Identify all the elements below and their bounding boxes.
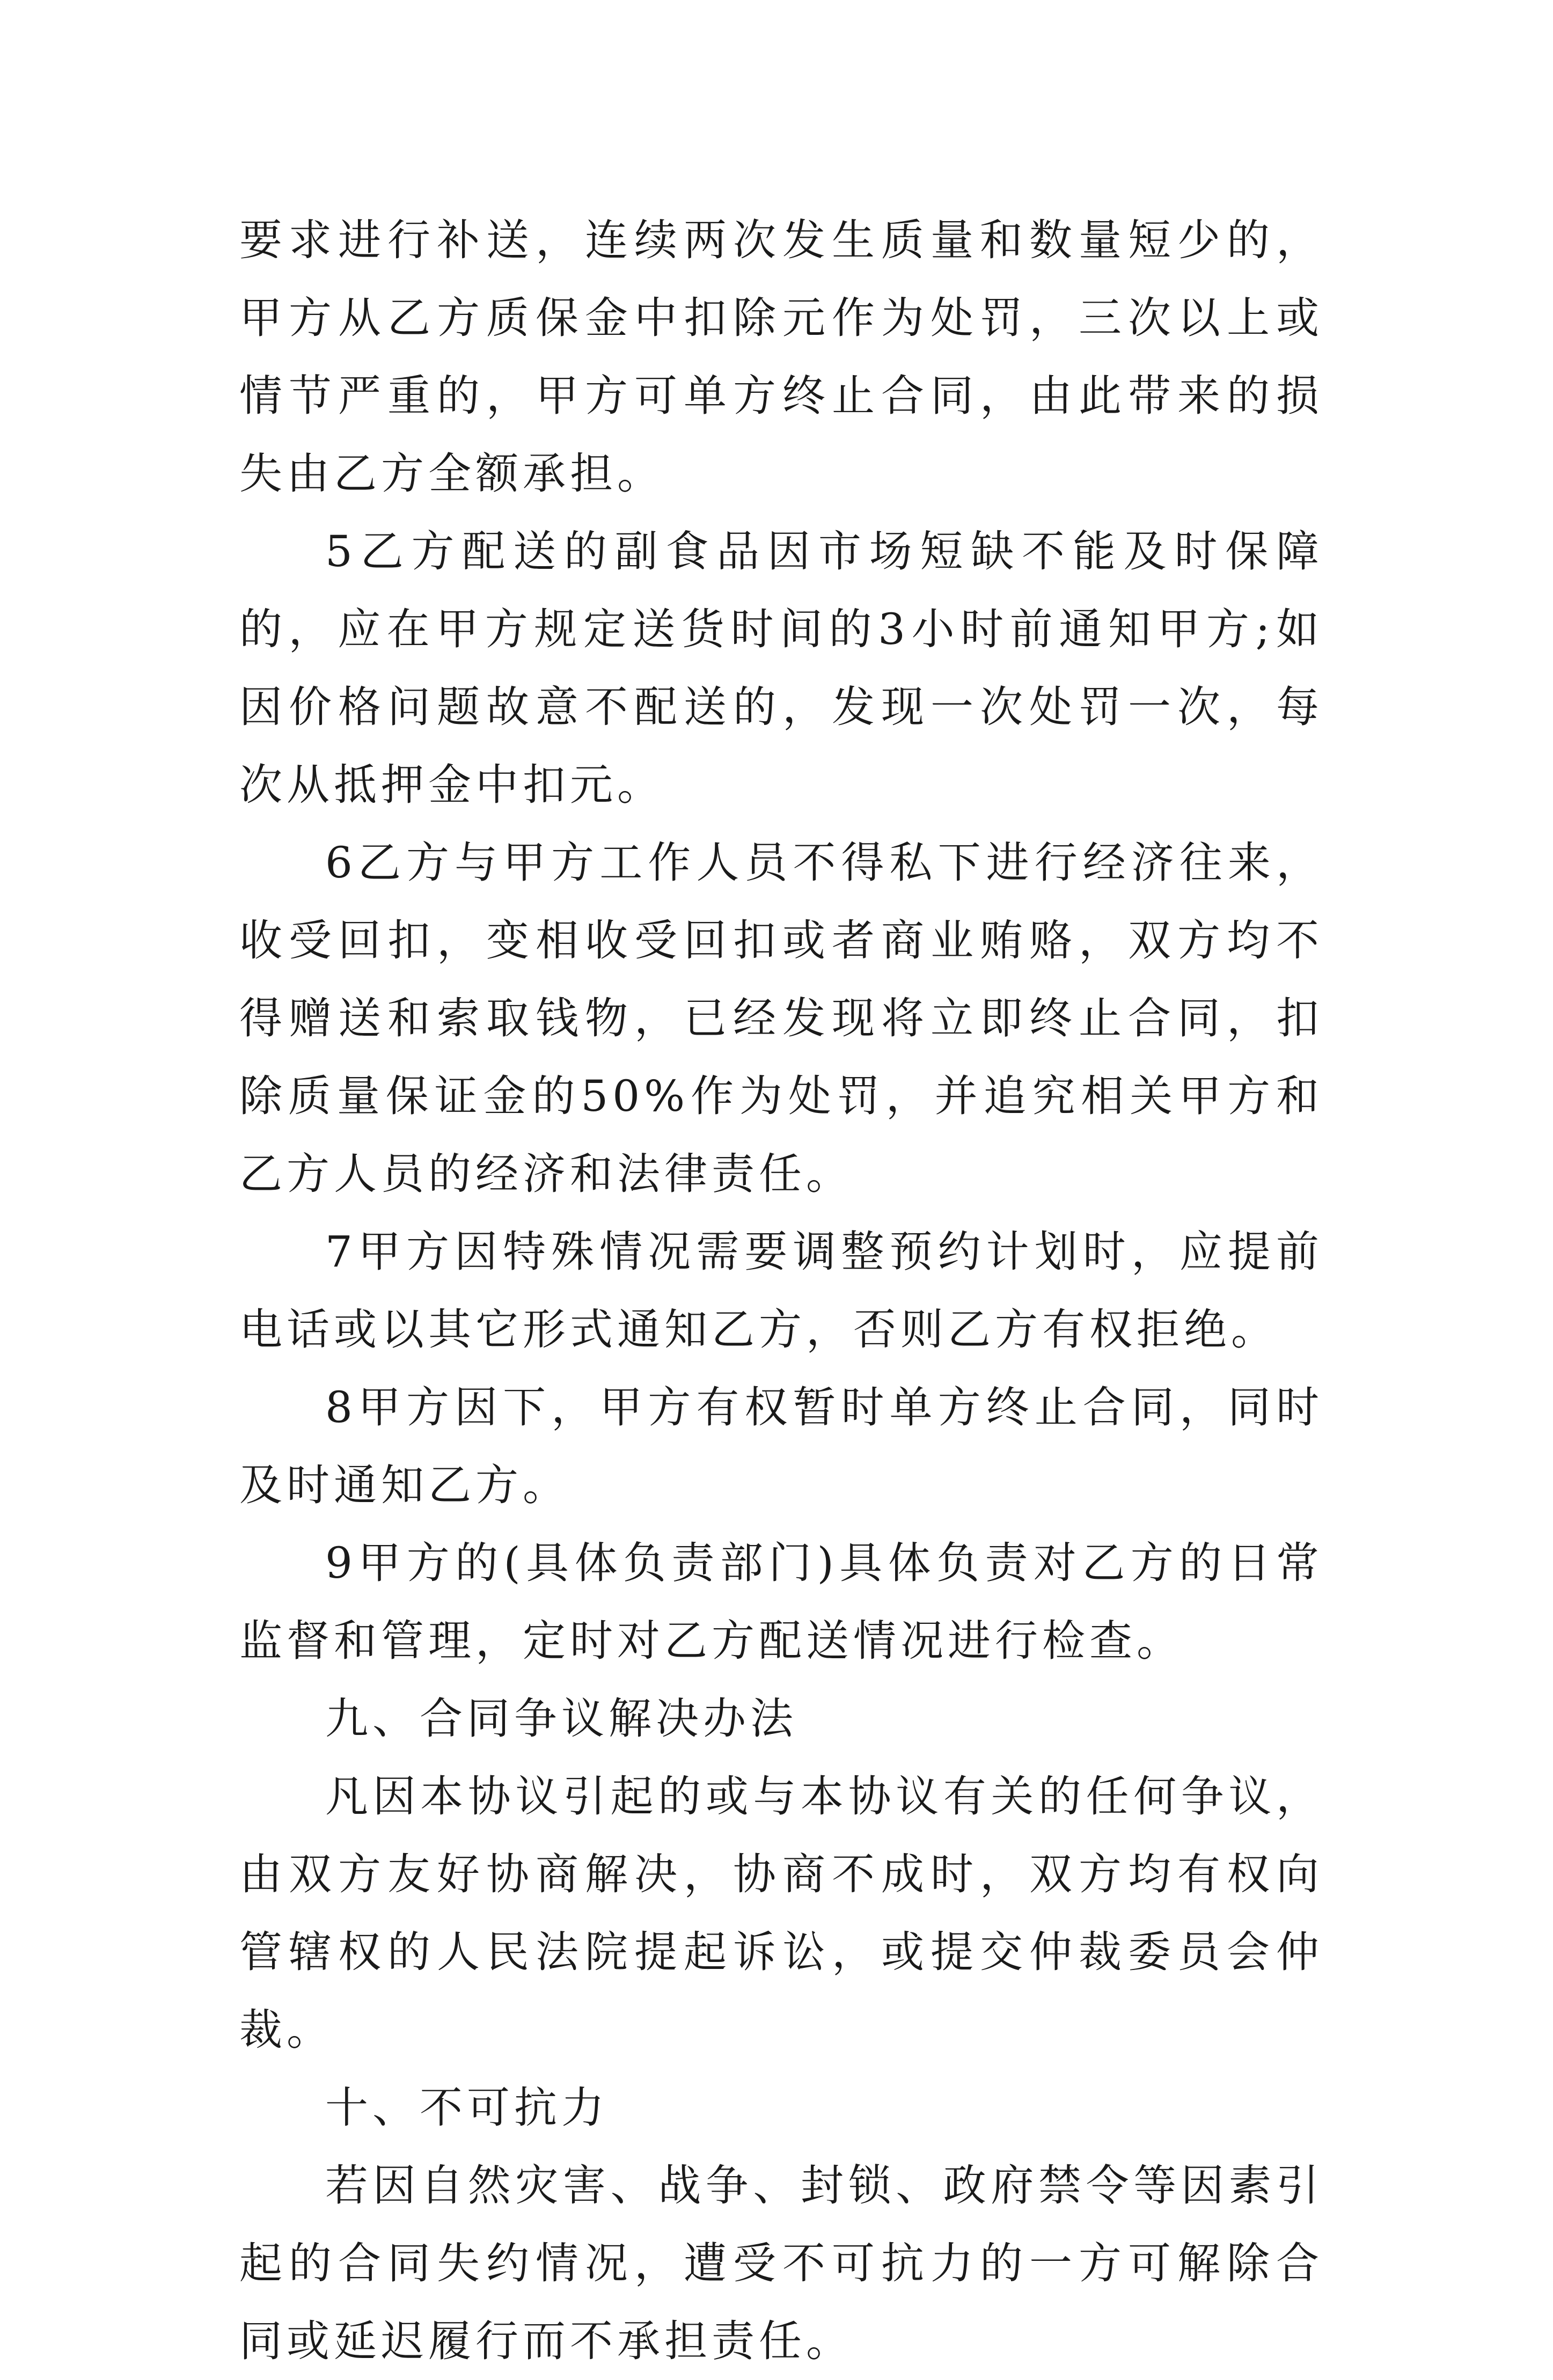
- paragraph-section-9: 凡因本协议引起的或与本协议有关的任何争议，由双方友好协商解决，协商不成时，双方均有权向管辖权的人民法院提起诉讼，或提交仲裁委员会仲裁。: [239, 1771, 1323, 2055]
- paragraph-item-8: 8甲方因下，甲方有权暂时单方终止合同，同时及时通知乙方。: [239, 1382, 1323, 1510]
- paragraph-continued: 要求进行补送，连续两次发生质量和数量短少的，甲方从乙方质保金中扣除元作为处罚，三次以上或情节严重的，甲方可单方终止合同，由此带来的损失由乙方全额承担。: [239, 215, 1323, 499]
- paragraph-item-9: 9甲方的(具体负责部门)具体负责对乙方的日常监督和管理，定时对乙方配送情况进行检查。: [239, 1538, 1323, 1666]
- section-heading-9: 九、合同争议解决办法: [325, 1694, 797, 1744]
- document-body: [239, 201, 1323, 2380]
- section-heading-10: 十、不可抗力: [325, 2083, 609, 2133]
- paragraph-item-6: 6乙方与甲方工作人员不得私下进行经济往来，收受回扣，变相收受回扣或者商业贿赂，双方均不得赠送和索取钱物，已经发现将立即终止合同，扣除质量保证金的50%作为处罚，并追究相关甲方和乙方人员的经济和法律责任。: [239, 838, 1323, 1199]
- paragraph-item-7: 7甲方因特殊情况需要调整预约计划时，应提前电话或以其它形式通知乙方，否则乙方有权拒绝。: [239, 1227, 1323, 1354]
- paragraph-item-5: 5乙方配送的副食品因市场短缺不能及时保障的，应在甲方规定送货时间的3小时前通知甲方;如因价格问题故意不配送的，发现一次处罚一次，每次从抵押金中扣元。: [239, 526, 1323, 810]
- paragraph-section-10: 若因自然灾害、战争、封锁、政府禁令等因素引起的合同失约情况，遭受不可抗力的一方可解除合同或延迟履行而不承担责任。: [239, 2161, 1323, 2366]
